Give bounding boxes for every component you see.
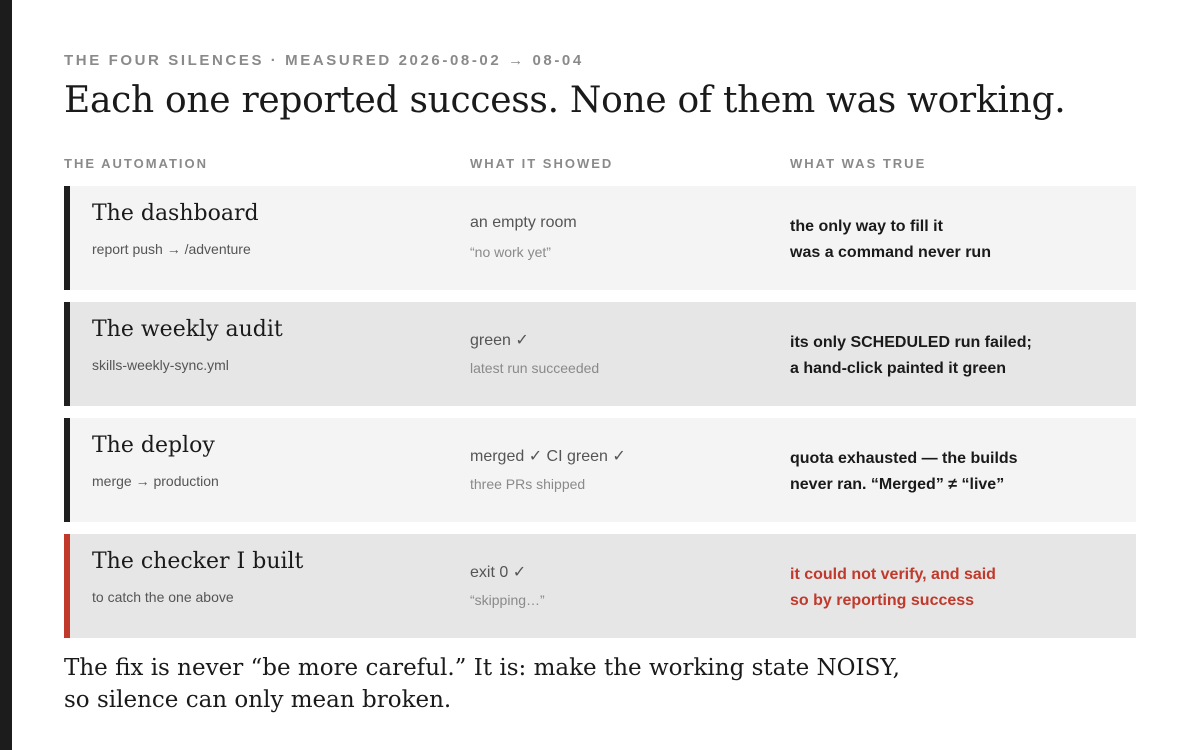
truth-line-2: a hand-click painted it green [790, 360, 1007, 377]
showed-value: exit 0 ✓ [470, 564, 527, 581]
showed-note: three PRs shipped [470, 476, 586, 492]
row-title: The deploy [92, 433, 215, 458]
column-header-automation: THE AUTOMATION [64, 156, 209, 171]
truth-line-2: never ran. “Merged” ≠ “live” [790, 476, 1005, 493]
row-subtitle: report push → /adventure [92, 241, 251, 257]
truth-line-2: was a command never run [790, 244, 991, 261]
showed-value: merged ✓ CI green ✓ [470, 448, 626, 465]
row-title: The weekly audit [92, 317, 283, 342]
kicker: THE FOUR SILENCES · MEASURED 2026-08-02 → 08-04 [64, 52, 584, 69]
row-title: The dashboard [92, 201, 259, 226]
row-subtitle: merge → production [92, 473, 219, 489]
truth-line-1: it could not verify, and said [790, 566, 996, 583]
table-row-checker [64, 534, 1136, 638]
showed-value: an empty room [470, 214, 577, 231]
truth-text [790, 330, 1032, 382]
row-subtitle: skills-weekly-sync.yml [92, 357, 229, 373]
truth-line-1: quota exhausted — the builds [790, 450, 1018, 467]
footer-line-1: The fix is never “be more careful.” It is: make the working state NOISY, [64, 655, 900, 681]
table-row-dashboard [64, 186, 1136, 290]
row-title: The checker I built [92, 549, 304, 574]
footer-statement [64, 652, 900, 716]
truth-line-1: its only SCHEDULED run failed; [790, 334, 1032, 351]
column-header-true: WHAT WAS TRUE [790, 156, 927, 171]
left-edge-bar [0, 0, 12, 750]
row-subtitle: to catch the one above [92, 589, 234, 605]
silences-table [64, 186, 1136, 650]
column-header-showed: WHAT IT SHOWED [470, 156, 614, 171]
page-title: Each one reported success. None of them was working. [64, 80, 1066, 121]
showed-note: latest run succeeded [470, 360, 600, 376]
truth-text [790, 446, 1018, 498]
showed-note: “no work yet” [470, 244, 551, 260]
showed-value: green ✓ [470, 332, 529, 349]
table-row-weekly-audit [64, 302, 1136, 406]
table-row-deploy [64, 418, 1136, 522]
truth-text [790, 214, 991, 266]
truth-text-alert [790, 562, 996, 614]
truth-line-1: the only way to fill it [790, 218, 943, 235]
footer-line-2: so silence can only mean broken. [64, 687, 452, 713]
truth-line-2: so by reporting success [790, 592, 975, 609]
showed-note: “skipping…” [470, 592, 545, 608]
